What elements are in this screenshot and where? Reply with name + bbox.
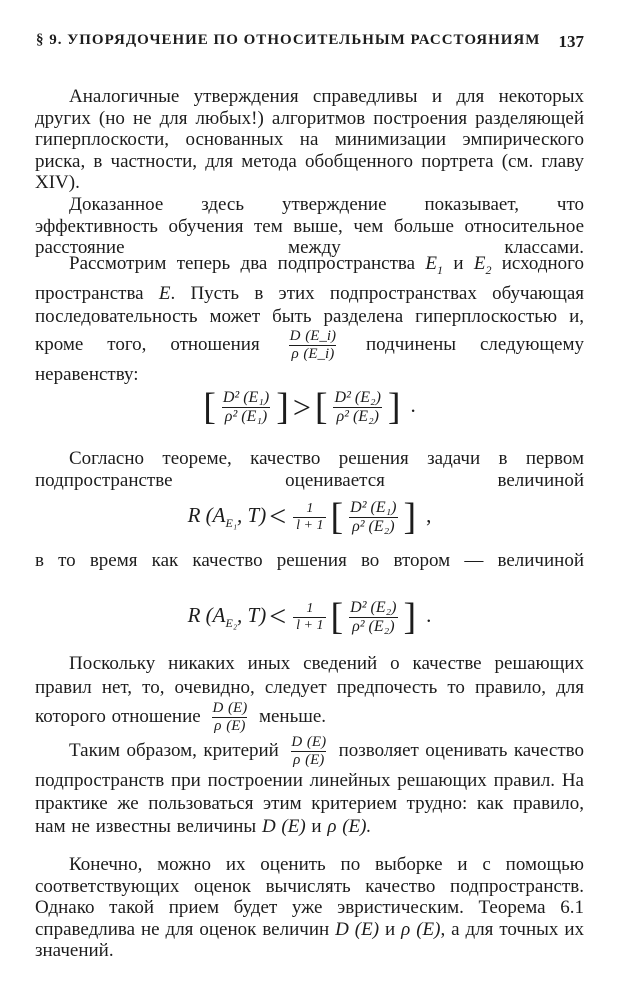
formula-2-fraction: $\frac{\text{D² (E₁)}}{\text{ρ² (E₂)}}$ xyxy=(350,498,397,535)
section-title: § 9. УПОРЯДОЧЕНИЕ ПО ОТНОСИТЕЛЬНЫМ РАССТОЯНИЯМ xyxy=(36,32,541,48)
paragraph-7: Таким образом, критерий $\frac{D (E)}{\rho (E)}$ позволяет оценивать качество подпространств при построении линейных решающих правил. На практике же пользоваться этим критерием трудно: как правило, нам не известны величины D (E) и ρ (E). xyxy=(35,734,585,837)
criterion-fraction: $\frac{D (E)}{\rho (E)}$ xyxy=(291,734,327,768)
formula-3-fraction: $\frac{\text{D² (E₂)}}{\text{ρ² (E₂)}}$ xyxy=(350,598,397,635)
formula-2-coefficient: $\frac{1}{l + 1}$ xyxy=(293,501,326,534)
ratio-fraction-e: $\frac{D (E)}{\rho (E)}$ xyxy=(212,700,248,734)
formula-1-right-fraction: $\frac{\text{D² (E₂)}}{\text{ρ² (E₂)}}$ xyxy=(334,388,381,425)
paragraph-2: Доказанное здесь утверждение показывает, что эффективность обучения тем выше, чем больше относительное расстояние между классами. xyxy=(35,194,584,259)
ratio-fraction-ei: $\frac{D (E\_i)}{\rho (E\_i)}$ xyxy=(289,328,337,362)
paragraph-5: в то время как качество решения во втором — величиной xyxy=(35,550,584,571)
formula-first-subspace: R ($A_{E_1}$, T) < $\frac{1}{l + 1}$ [ $\frac{\text{D² (E₁)}}{\text{ρ² (E₂)}}$ ] , xyxy=(187,496,432,538)
page-number: 137 xyxy=(558,32,584,51)
var-e: E xyxy=(158,283,171,304)
paragraph-6: Поскольку никаких иных сведений о качестве решающих правил нет, то, очевидно, следует предпочесть то правило, для которого отношение $\frac{D (E)}{\rho (E)}$ меньше. xyxy=(35,653,584,734)
formula-3-coefficient: $\frac{1}{l + 1}$ xyxy=(293,601,326,634)
paragraph-3: Рассмотрим теперь два подпространства $E_1$ и $E_2$ исходного пространства E. Пусть в этих подпространствах обучающая последовательность может быть разделена гиперплоскостью и, кроме того, отношения $\frac{D (E\_i)}{\rho (E\_i)}$ подчинены следующему неравенству: xyxy=(35,253,584,385)
formula-second-subspace: R ($A_{E_2}$, T) < $\frac{1}{l + 1}$ [ $\frac{\text{D² (E₂)}}{\text{ρ² (E₂)}}$ ] . xyxy=(187,596,432,638)
paragraph-8: Конечно, можно их оценить по выборке и с помощью соответствующих оценок вычислять качество подпространств. Однако такой прием будет уже эвристическим. Теорема 6.1 справедлива не для оценок величин D (E) и ρ (E), а для точных их значений. xyxy=(35,854,585,962)
paragraph-1: Аналогичные утверждения справедливы и для некоторых других (но не для любых!) алгоритмов построения разделяющей гиперплоскости, основанных на минимизации эмпирического риска, в частности, для метода обобщенного портрета (см. главу XIV). xyxy=(35,86,584,194)
running-header xyxy=(36,32,584,56)
formula-1-left-fraction: $\frac{\text{D² (E₁)}}{\text{ρ² (E₁)}}$ xyxy=(222,388,270,425)
var-e1: E xyxy=(425,253,437,274)
var-e2: E xyxy=(473,253,486,274)
formula-inequality: [ $\frac{\text{D² (E₁)}}{\text{ρ² (E₁)}}$ ] > [ $\frac{\text{D² (E₂)}}{\text{ρ² (E₂)}}$ ] . xyxy=(203,386,416,428)
paragraph-4: Согласно теореме, качество решения задачи в первом подпространстве оценивается величиной xyxy=(35,448,584,491)
